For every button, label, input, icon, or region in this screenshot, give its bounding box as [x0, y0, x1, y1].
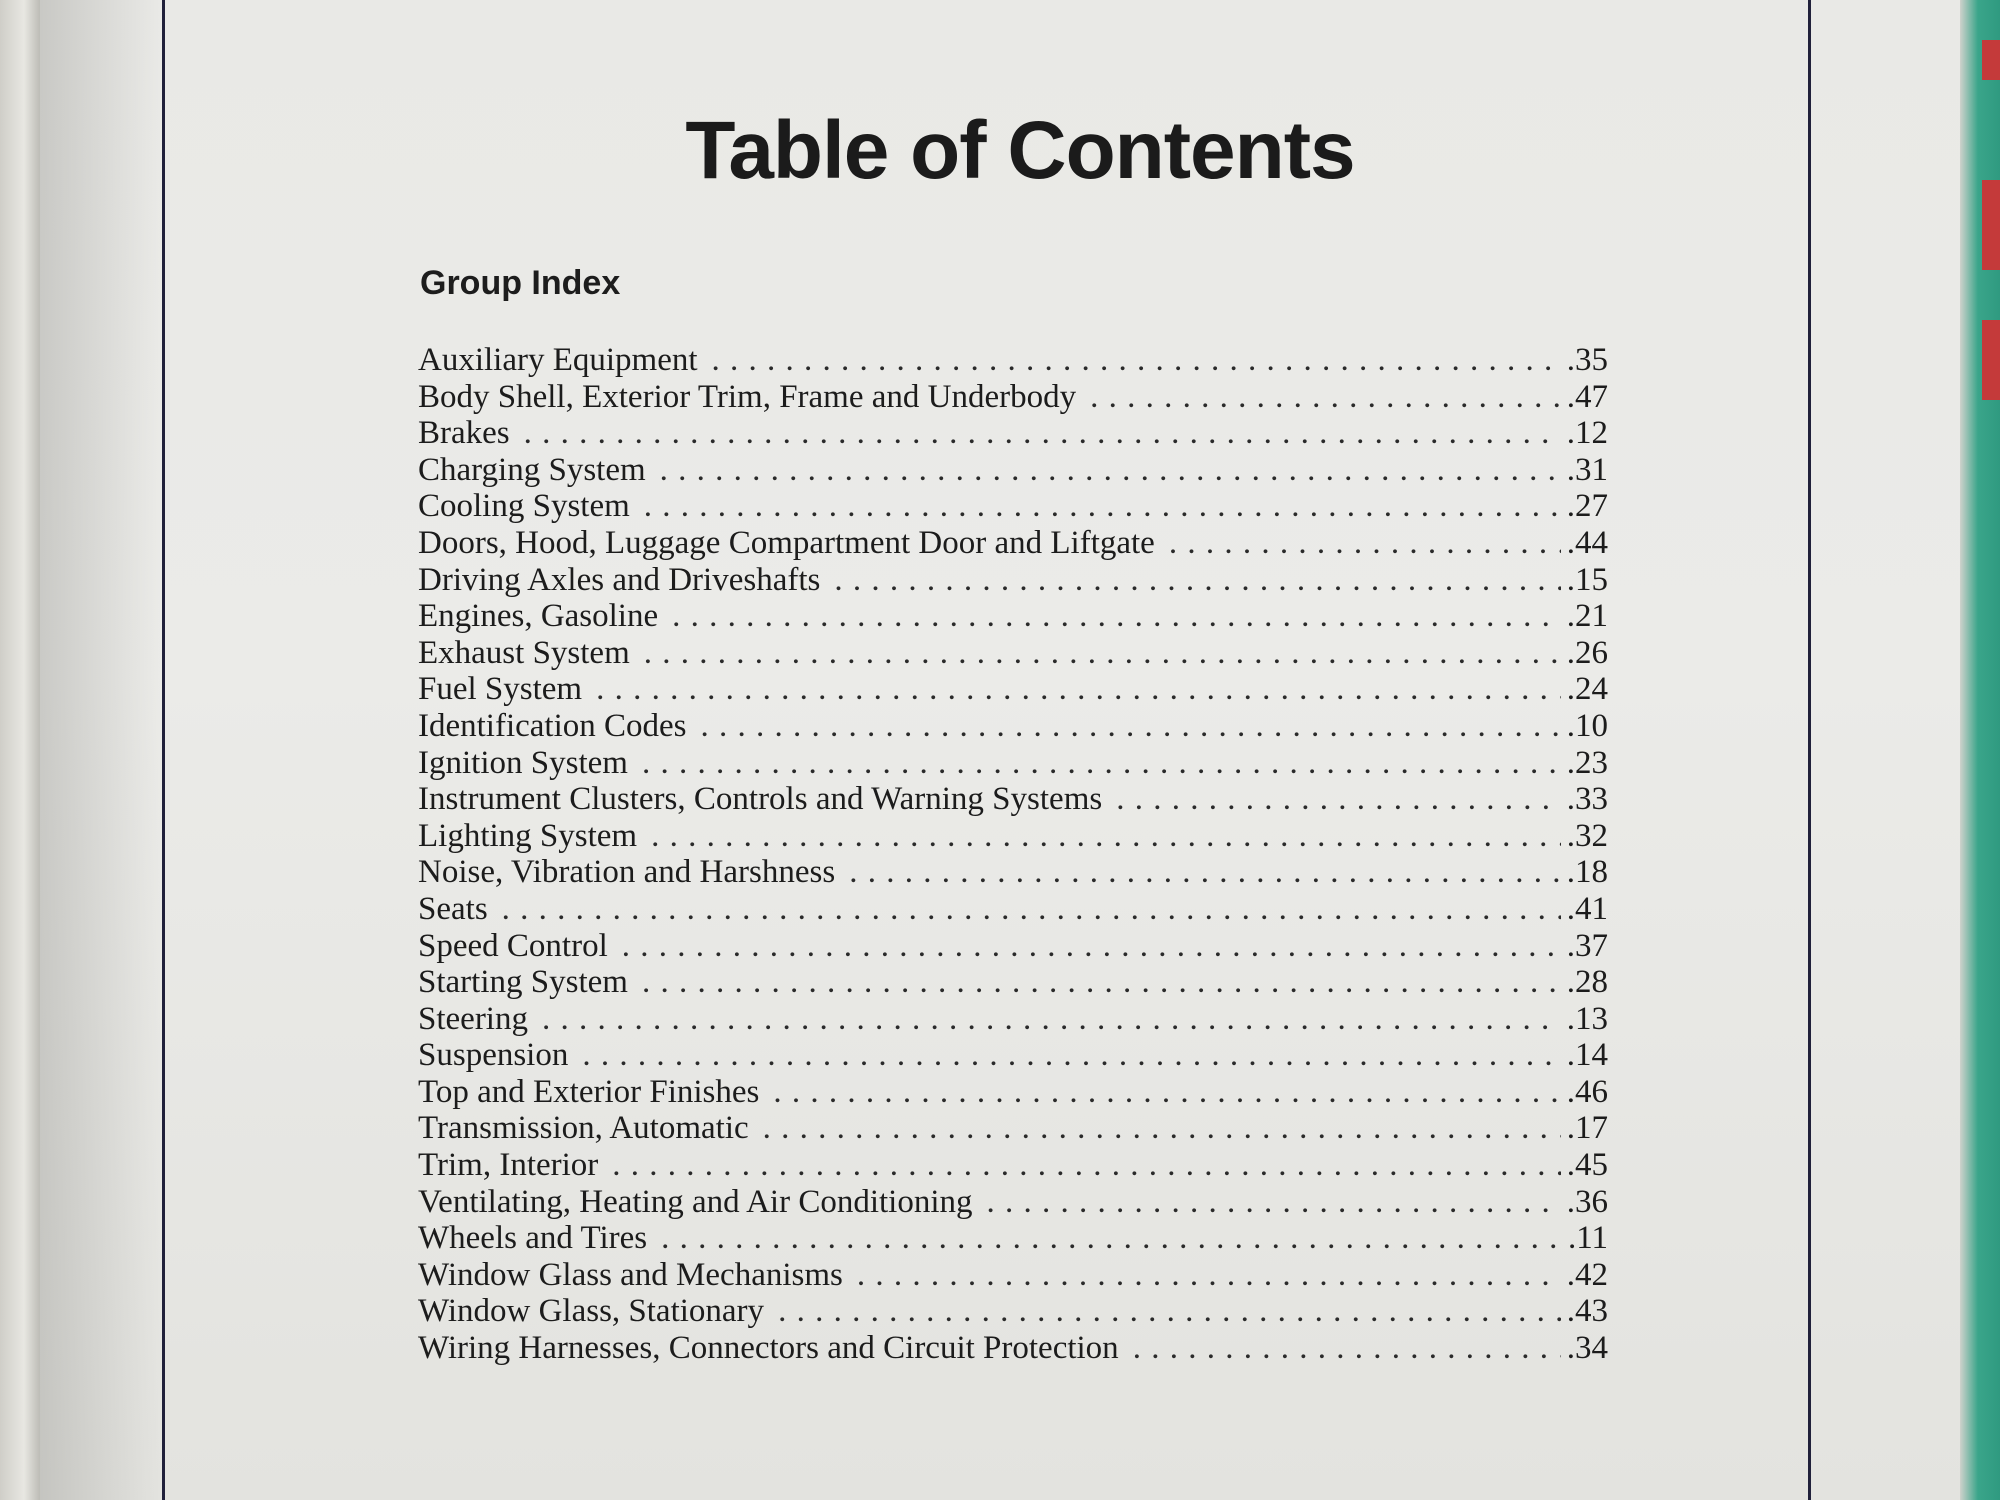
- toc-entry-title: Seats: [418, 890, 488, 927]
- toc-entry: [418, 671, 1608, 708]
- toc-entry-title: Wiring Harnesses, Connectors and Circuit Protection: [418, 1330, 1119, 1367]
- page-border-left: [162, 0, 165, 1500]
- toc-entry-page: .21: [1566, 598, 1608, 635]
- toc-entry: [418, 598, 1608, 635]
- toc-entry-title: Top and Exterior Finishes: [418, 1073, 760, 1110]
- dot-leader: [612, 1147, 1560, 1184]
- dot-leader: [1116, 781, 1561, 818]
- dot-leader: [773, 1074, 1560, 1111]
- toc-entry-title: Wheels and Tires: [418, 1220, 648, 1257]
- dot-leader: [778, 1293, 1561, 1330]
- toc-entry-page: .13: [1566, 1000, 1608, 1037]
- toc-entry: [418, 1330, 1608, 1367]
- dot-leader: [1090, 379, 1561, 416]
- page-border-right: [1808, 0, 1811, 1500]
- toc-entry-page: .41: [1566, 890, 1608, 927]
- dot-leader: [542, 1001, 1561, 1038]
- toc-entry: [418, 1001, 1608, 1038]
- toc-entry-title: Suspension: [418, 1037, 569, 1074]
- toc-entry-page: .33: [1566, 781, 1608, 818]
- toc-entry-title: Engines, Gasoline: [418, 598, 659, 635]
- toc-entry-title: Noise, Vibration and Harshness: [418, 854, 836, 891]
- toc-entry: [418, 1257, 1608, 1294]
- toc-entry: [418, 1184, 1608, 1221]
- adjacent-page-edge: [0, 0, 40, 1500]
- toc-entry-page: .43: [1566, 1293, 1608, 1330]
- dot-leader: [834, 562, 1560, 599]
- dot-leader: [644, 635, 1561, 672]
- page-title: Table of Contents: [685, 105, 1355, 196]
- toc-entry-page: .26: [1566, 634, 1608, 671]
- dot-leader: [661, 1220, 1562, 1257]
- dot-leader: [763, 1110, 1561, 1147]
- dot-leader: [987, 1184, 1561, 1221]
- toc-entry: [418, 379, 1608, 416]
- toc-entry-title: Lighting System: [418, 817, 638, 854]
- toc-entry: [418, 1220, 1608, 1257]
- book-edge-mark: [1982, 320, 2000, 400]
- toc-entry: [418, 635, 1608, 672]
- toc-entry-page: .24: [1566, 671, 1608, 708]
- toc-entry: [418, 342, 1608, 379]
- section-heading: Group Index: [420, 264, 621, 302]
- toc-entry-title: Charging System: [418, 451, 646, 488]
- toc-entry-title: Steering: [418, 1000, 528, 1037]
- toc-entry: [418, 488, 1608, 525]
- toc-entry-page: .37: [1566, 927, 1608, 964]
- toc-entry-page: .15: [1566, 561, 1608, 598]
- toc-entry-title: Starting System: [418, 964, 628, 1001]
- toc-entry-title: Auxiliary Equipment: [418, 342, 698, 378]
- toc-entry-page: .12: [1566, 415, 1608, 452]
- toc-entry-page: .23: [1566, 744, 1608, 781]
- toc-entry-page: .35: [1566, 342, 1608, 378]
- toc-entry: [418, 964, 1608, 1001]
- toc-entry-title: Trim, Interior: [418, 1147, 599, 1184]
- toc-entry-page: .14: [1566, 1037, 1608, 1074]
- toc-entry: [418, 525, 1608, 562]
- book-edge-mark: [1982, 40, 2000, 80]
- toc-entry: [418, 1074, 1608, 1111]
- toc-entry-page: .42: [1566, 1256, 1608, 1293]
- toc-list: [418, 342, 1608, 1367]
- dot-leader: [849, 854, 1561, 891]
- dot-leader: [644, 488, 1561, 525]
- dot-leader: [622, 928, 1561, 965]
- toc-entry-title: Cooling System: [418, 488, 630, 525]
- toc-entry-title: Identification Codes: [418, 707, 687, 744]
- toc-entry: [418, 1110, 1608, 1147]
- toc-entry: [418, 818, 1608, 855]
- toc-entry-page: .27: [1566, 488, 1608, 525]
- toc-entry-title: Window Glass, Stationary: [418, 1293, 765, 1330]
- toc-entry-page: .34: [1566, 1330, 1608, 1367]
- dot-leader: [857, 1257, 1561, 1294]
- toc-entry: [418, 1147, 1608, 1184]
- toc-entry: [418, 708, 1608, 745]
- dot-leader: [1133, 1330, 1561, 1367]
- toc-entry-page: .11: [1567, 1220, 1608, 1257]
- toc-entry-page: .44: [1566, 524, 1608, 561]
- dot-leader: [651, 818, 1561, 855]
- gutter-shadow: [40, 0, 160, 1500]
- dot-leader: [642, 745, 1561, 782]
- dot-leader: [701, 708, 1561, 745]
- toc-entry-title: Exhaust System: [418, 634, 630, 671]
- toc-entry-page: .32: [1566, 817, 1608, 854]
- toc-entry-title: Window Glass and Mechanisms: [418, 1256, 843, 1293]
- toc-entry: [418, 452, 1608, 489]
- toc-entry: [418, 415, 1608, 452]
- toc-entry: [418, 891, 1608, 928]
- dot-leader: [524, 415, 1561, 452]
- toc-entry-title: Driving Axles and Driveshafts: [418, 561, 821, 598]
- toc-entry: [418, 562, 1608, 599]
- toc-entry-page: .46: [1566, 1073, 1608, 1110]
- toc-entry: [418, 1037, 1608, 1074]
- dot-leader: [660, 452, 1561, 489]
- toc-entry-title: Body Shell, Exterior Trim, Frame and Underbody: [418, 378, 1077, 415]
- dot-leader: [596, 671, 1561, 708]
- toc-entry-page: .18: [1566, 854, 1608, 891]
- toc-entry-page: .17: [1566, 1110, 1608, 1147]
- dot-leader: [502, 891, 1561, 928]
- toc-entry-title: Instrument Clusters, Controls and Warning Systems: [418, 781, 1103, 818]
- toc-entry-page: .31: [1566, 451, 1608, 488]
- dot-leader: [642, 964, 1561, 1001]
- toc-entry-title: Ignition System: [418, 744, 628, 781]
- dot-leader: [1169, 525, 1561, 562]
- toc-entry-page: .45: [1566, 1147, 1608, 1184]
- toc-entry-title: Transmission, Automatic: [418, 1110, 749, 1147]
- toc-entry: [418, 928, 1608, 965]
- toc-entry-title: Brakes: [418, 415, 510, 452]
- toc-entry-page: .10: [1566, 707, 1608, 744]
- dot-leader: [582, 1037, 1560, 1074]
- toc-entry-title: Fuel System: [418, 671, 583, 708]
- toc-entry-page: .47: [1566, 378, 1608, 415]
- toc-entry-page: .36: [1566, 1183, 1608, 1220]
- book-edge-mark: [1982, 180, 2000, 270]
- toc-entry-page: .28: [1566, 964, 1608, 1001]
- toc-entry: [418, 854, 1608, 891]
- toc-entry: [418, 745, 1608, 782]
- toc-entry-title: Doors, Hood, Luggage Compartment Door and Liftgate: [418, 524, 1155, 561]
- dot-leader: [712, 342, 1561, 379]
- toc-entry-title: Ventilating, Heating and Air Conditioning: [418, 1183, 973, 1220]
- dot-leader: [672, 598, 1561, 635]
- toc-entry: [418, 1293, 1608, 1330]
- toc-entry-title: Speed Control: [418, 927, 608, 964]
- toc-entry: [418, 781, 1608, 818]
